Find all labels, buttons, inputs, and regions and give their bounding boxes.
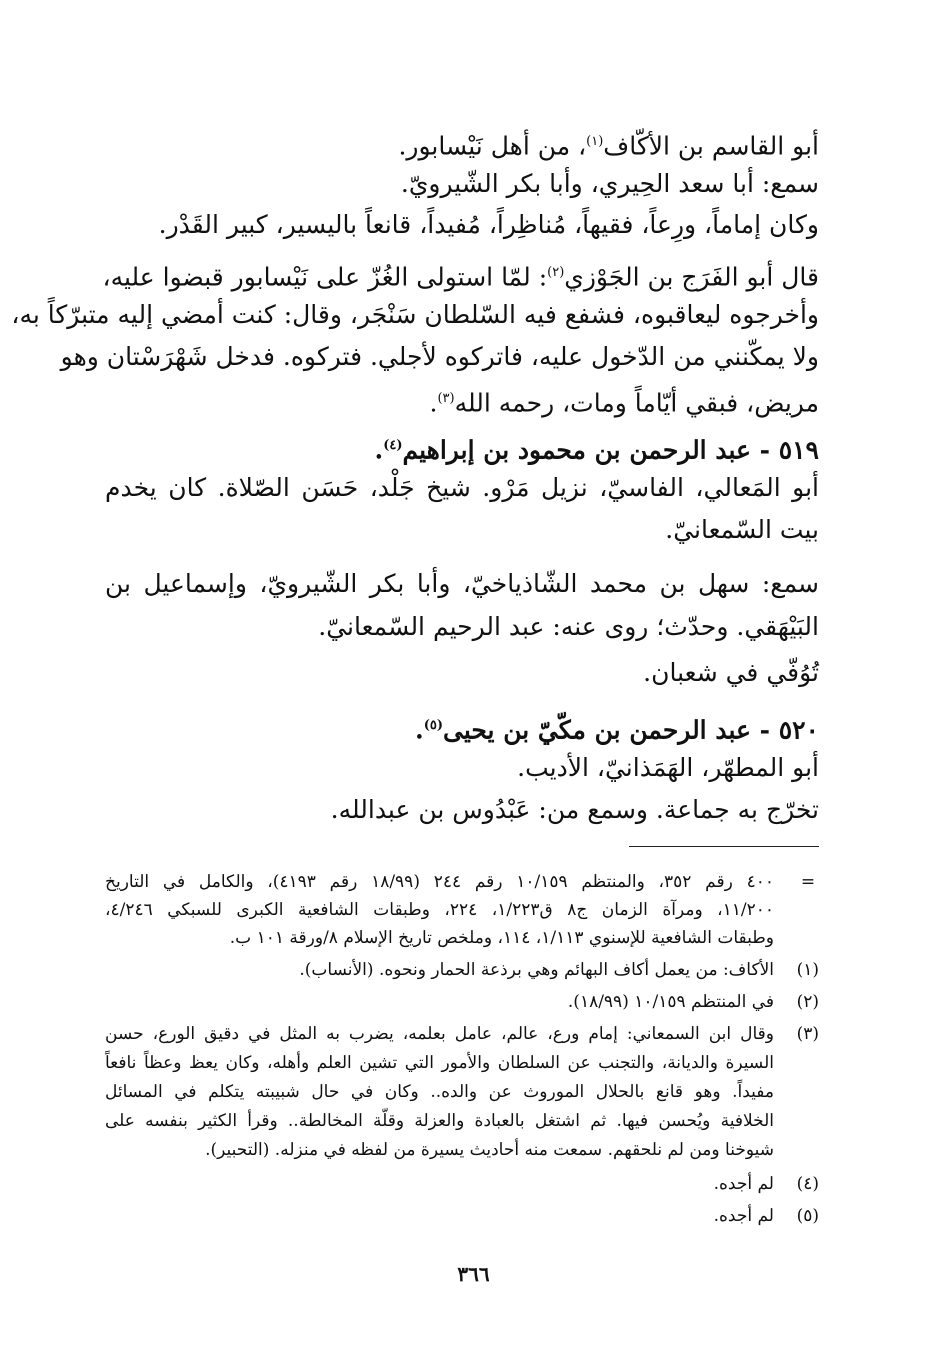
page-number: ٣٦٦ (457, 1262, 490, 1286)
body-line: تُوُفّي في شعبان. (643, 658, 819, 687)
body-line: أبو المطهّر، الهَمَذانيّ، الأديب. (517, 753, 819, 782)
body-line: مريض، فبقي أيّاماً ومات، رحمه الله$^{(٣)}$. (429, 388, 819, 418)
body-line: أبو القاسم بن الأكّاف$^{(١)}$، من أهل نَيْسابور. (398, 131, 819, 161)
body-line: ولا يمكّنني من الدّخول عليه، فاتركوه لأجلي. فتركوه. فدخل شَهْرَسْتان وهو (60, 342, 819, 371)
body-line: قال أبو الفَرَج بن الجَوْزي$^{(٢)}$: لمّا استولى الغُزّ على نَيْسابور قبضوا عليه، (102, 262, 819, 292)
footnote-ref: (٢) (547, 265, 565, 280)
footnote-separator (629, 846, 819, 847)
body-line: أبو المَعالي، الفاسيّ، نزيل مَرْو. شيخ جَلْد، حَسَن الصّلاة. كان يخدم (105, 473, 819, 502)
body-line: البَيْهَقي. وحدّث؛ روى عنه: عبد الرحيم السّمعانيّ. (318, 612, 819, 641)
body-line: وأخرجوه ليعاقبوه، فشفع فيه السّلطان سَنْجَر، وقال: كنت أمضي إليه متبرّكاً به، (11, 300, 819, 329)
footnote-ref: (٣) (437, 391, 455, 406)
footnote-ref: (٥) (423, 718, 444, 733)
footnote-ref: (١) (586, 134, 604, 149)
footnote-ref: (٤) (383, 438, 403, 453)
body-line: سمع: سهل بن محمد الشّاذياخيّ، وأبا بكر الشّيرويّ، وإسماعيل بن (105, 569, 819, 598)
book-page: أبو القاسم بن الأكّاف$^{(١)}$، من أهل نَيْسابور. سمع: أبا سعد الحِيري، وأبا بكر الشّيرويّ. وكان إماماً، ورِعاً، فقيهاً، مُناظِراً، مُفيداً، قانعاً باليسير، كبير القَدْر. قال أبو الفَرَج بن الجَوْزي$^{(٢)}$: لمّا استولى الغُزّ على نَيْسابور قبضوا عليه، وأخرجوه ليعاقبوه، فشفع فيه السّلطان سَنْجَر، وقال: كنت أمضي إليه متبرّكاً به، ولا يمكّنني من الدّخول عليه، فاتركوه لأجلي. فتركوه. فدخل شَهْرَسْتان وهو مريض، فبقي أيّاماً ومات، رحمه الله$^{(٣)}$. ٥١٩ - عبد الرحمن بن محمود بن إبراهيم$^{(٤)}$. أبو المَعالي، الفاسيّ، نزيل مَرْو. شيخ جَلْد، حَسَن الصّلاة. كان يخدم بيت السّمعانيّ. سمع: سهل بن محمد الشّاذياخيّ، وأبا بكر الشّيرويّ، وإسماعيل بن البَيْهَقي. وحدّث؛ روى عنه: عبد الرحيم السّمعانيّ. تُوُفّي في شعبان. ٥٢٠ - عبد الرحمن بن مكّيّ بن يحيى$^{(٥)}$. أبو المطهّر، الهَمَذانيّ، الأديب. تخرّج به جماعة. وسمع من: عَبْدُوس بن عبدالله. = ٤٠٠ رقم ٣٥٢، والمنتظم ١٠/١٥٩ رقم ٢٤٤ (١٨/٩٩ رقم ٤١٩٣)، والكامل في التاريخ ١١/٢٠٠، ومرآة الزمان ج٨ ق١/٢٢٣، ٢٢٤، وطبقات الشافعية الكبرى للسبكي ٤/٢٤٦، وطبقات الشافعية للإسنوي ١/١١٣، ١١٤، وملخص تاريخ الإسلام ٨/ورقة ١٠١ ب. (١) الأكاف: من يعمل أكاف البهائم وهي برذعة الحمار ونحوه. (الأنساب). (٢) في المنتظم ١٠/١٥٩ (١٨/٩٩). (٣) وقال ابن السمعاني: إمام ورع، عالم، عامل بعلمه، يضرب به المثل في دقيق الورع، حسن السيرة والديانة، والتجنب عن السلطان والأمور التي تشين العلم وأهله، وكان يعظ وعظاً نافعاً مفيداً. وهو قانع بالحلال الموروث عن والده.. وكان في حال شبيبته يتكلم في المسائل الخلافية ويُحسن فيها. ثم اشتغل بالعبادة والعزلة وقلّة المخالطة.. وقرأ الكثير بنفسه على شيوخنا ومن لم نلحقهم. سمعت منه أحاديث يسيرة من لفظه في منزله. (التحبير). (٤) لم أجده. (٥) لم أجده. ٣٦٦ (0, 0, 947, 1371)
entry-heading-520: ٥٢٠ - عبد الرحمن بن مكّيّ بن يحيى$^{(٥)}$. (415, 715, 819, 745)
body-line: تخرّج به جماعة. وسمع من: عَبْدُوس بن عبدالله. (330, 795, 819, 824)
body-line: بيت السّمعانيّ. (665, 515, 819, 544)
body-line: وكان إماماً، ورِعاً، فقيهاً، مُناظِراً، مُفيداً، قانعاً باليسير، كبير القَدْر. (158, 210, 819, 239)
body-line: سمع: أبا سعد الحِيري، وأبا بكر الشّيرويّ. (400, 169, 819, 198)
entry-heading-519: ٥١٩ - عبد الرحمن بن محمود بن إبراهيم$^{(٤)}$. (374, 435, 819, 465)
continuation-mark: = (800, 872, 816, 892)
